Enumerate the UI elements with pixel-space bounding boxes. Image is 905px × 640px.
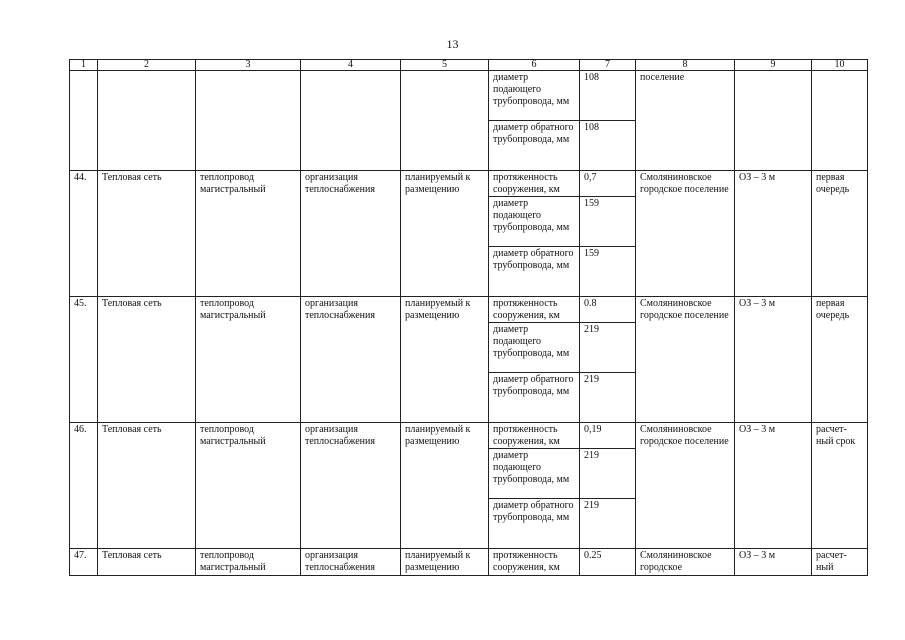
table-cell	[301, 71, 401, 171]
object-name: Тепловая сеть	[98, 423, 196, 549]
objects-table	[69, 59, 868, 576]
param-name: протяженность сооружения, км	[489, 297, 580, 323]
object-status: планируемый к размещению	[401, 549, 489, 576]
object-org: организация теплоснабжения	[301, 171, 401, 297]
object-type: теплопровод магистральный	[196, 423, 301, 549]
header-cell: 2	[98, 60, 196, 71]
zone-cell: ОЗ – 3 м	[735, 171, 812, 297]
table-row	[70, 171, 868, 197]
param-value: 0,19	[580, 423, 636, 449]
object-org: организация теплоснабжения	[301, 297, 401, 423]
param-value: 0.25	[580, 549, 636, 576]
object-name: Тепловая сеть	[98, 171, 196, 297]
header-cell: 3	[196, 60, 301, 71]
param-value: 0,7	[580, 171, 636, 197]
term-cell: первая очередь	[812, 297, 868, 423]
header-cell: 10	[812, 60, 868, 71]
param-name: диаметр подающего трубопровода, мм	[489, 449, 580, 499]
table-row	[70, 297, 868, 323]
param-name: диаметр подающего трубопровода, мм	[489, 323, 580, 373]
param-name: диаметр обратного трубопровода, мм	[489, 499, 580, 549]
header-cell: 4	[301, 60, 401, 71]
row-number: 45.	[70, 297, 98, 423]
zone-cell: ОЗ – 3 м	[735, 549, 812, 576]
param-name: протяженность сооружения, км	[489, 549, 580, 576]
zone-cell: ОЗ – 3 м	[735, 423, 812, 549]
param-value: 159	[580, 247, 636, 297]
param-value: 219	[580, 499, 636, 549]
table-row	[70, 423, 868, 449]
row-number: 47.	[70, 549, 98, 576]
param-value: 219	[580, 373, 636, 423]
header-cell: 9	[735, 60, 812, 71]
table-cell	[812, 71, 868, 171]
param-name: протяженность сооружения, км	[489, 171, 580, 197]
term-cell: расчет-ный срок	[812, 423, 868, 549]
row-number: 46.	[70, 423, 98, 549]
zone-cell: ОЗ – 3 м	[735, 297, 812, 423]
param-value: 108	[580, 71, 636, 121]
header-cell: 1	[70, 60, 98, 71]
table-cell	[70, 71, 98, 171]
header-cell: 7	[580, 60, 636, 71]
term-cell: первая очередь	[812, 171, 868, 297]
table-cell	[196, 71, 301, 171]
param-value: 0.8	[580, 297, 636, 323]
term-cell: расчет-ный	[812, 549, 868, 576]
object-type: теплопровод магистральный	[196, 297, 301, 423]
object-org: организация теплоснабжения	[301, 423, 401, 549]
location-cell: Смоляниновское городское поселение	[636, 297, 735, 423]
header-cell: 8	[636, 60, 735, 71]
param-value: 159	[580, 197, 636, 247]
param-value: 219	[580, 323, 636, 373]
param-value: 219	[580, 449, 636, 499]
object-type: теплопровод магистральный	[196, 549, 301, 576]
location-cell: Смоляниновское городское поселение	[636, 171, 735, 297]
object-status: планируемый к размещению	[401, 423, 489, 549]
table-cell	[401, 71, 489, 171]
location-cell: Смоляниновское городское поселение	[636, 423, 735, 549]
param-name: диаметр обратного трубопровода, мм	[489, 247, 580, 297]
header-cell: 5	[401, 60, 489, 71]
object-name: Тепловая сеть	[98, 549, 196, 576]
location-cell: Смоляниновское городское	[636, 549, 735, 576]
table-cell	[98, 71, 196, 171]
table-cell	[735, 71, 812, 171]
param-value: 108	[580, 121, 636, 171]
page-number: 13	[446, 37, 459, 51]
header-row	[70, 60, 868, 71]
table-row	[70, 71, 868, 121]
param-name: протяженность сооружения, км	[489, 423, 580, 449]
table-row	[70, 549, 868, 576]
object-type: теплопровод магистральный	[196, 171, 301, 297]
object-status: планируемый к размещению	[401, 297, 489, 423]
header-cell: 6	[489, 60, 580, 71]
location-cell: поселение	[636, 71, 735, 171]
row-number: 44.	[70, 171, 98, 297]
object-status: планируемый к размещению	[401, 171, 489, 297]
object-name: Тепловая сеть	[98, 297, 196, 423]
object-org: организация теплоснабжения	[301, 549, 401, 576]
param-name: диаметр подающего трубопровода, мм	[489, 71, 580, 121]
param-name: диаметр обратного трубопровода, мм	[489, 373, 580, 423]
param-name: диаметр обратного трубопровода, мм	[489, 121, 580, 171]
param-name: диаметр подающего трубопровода, мм	[489, 197, 580, 247]
